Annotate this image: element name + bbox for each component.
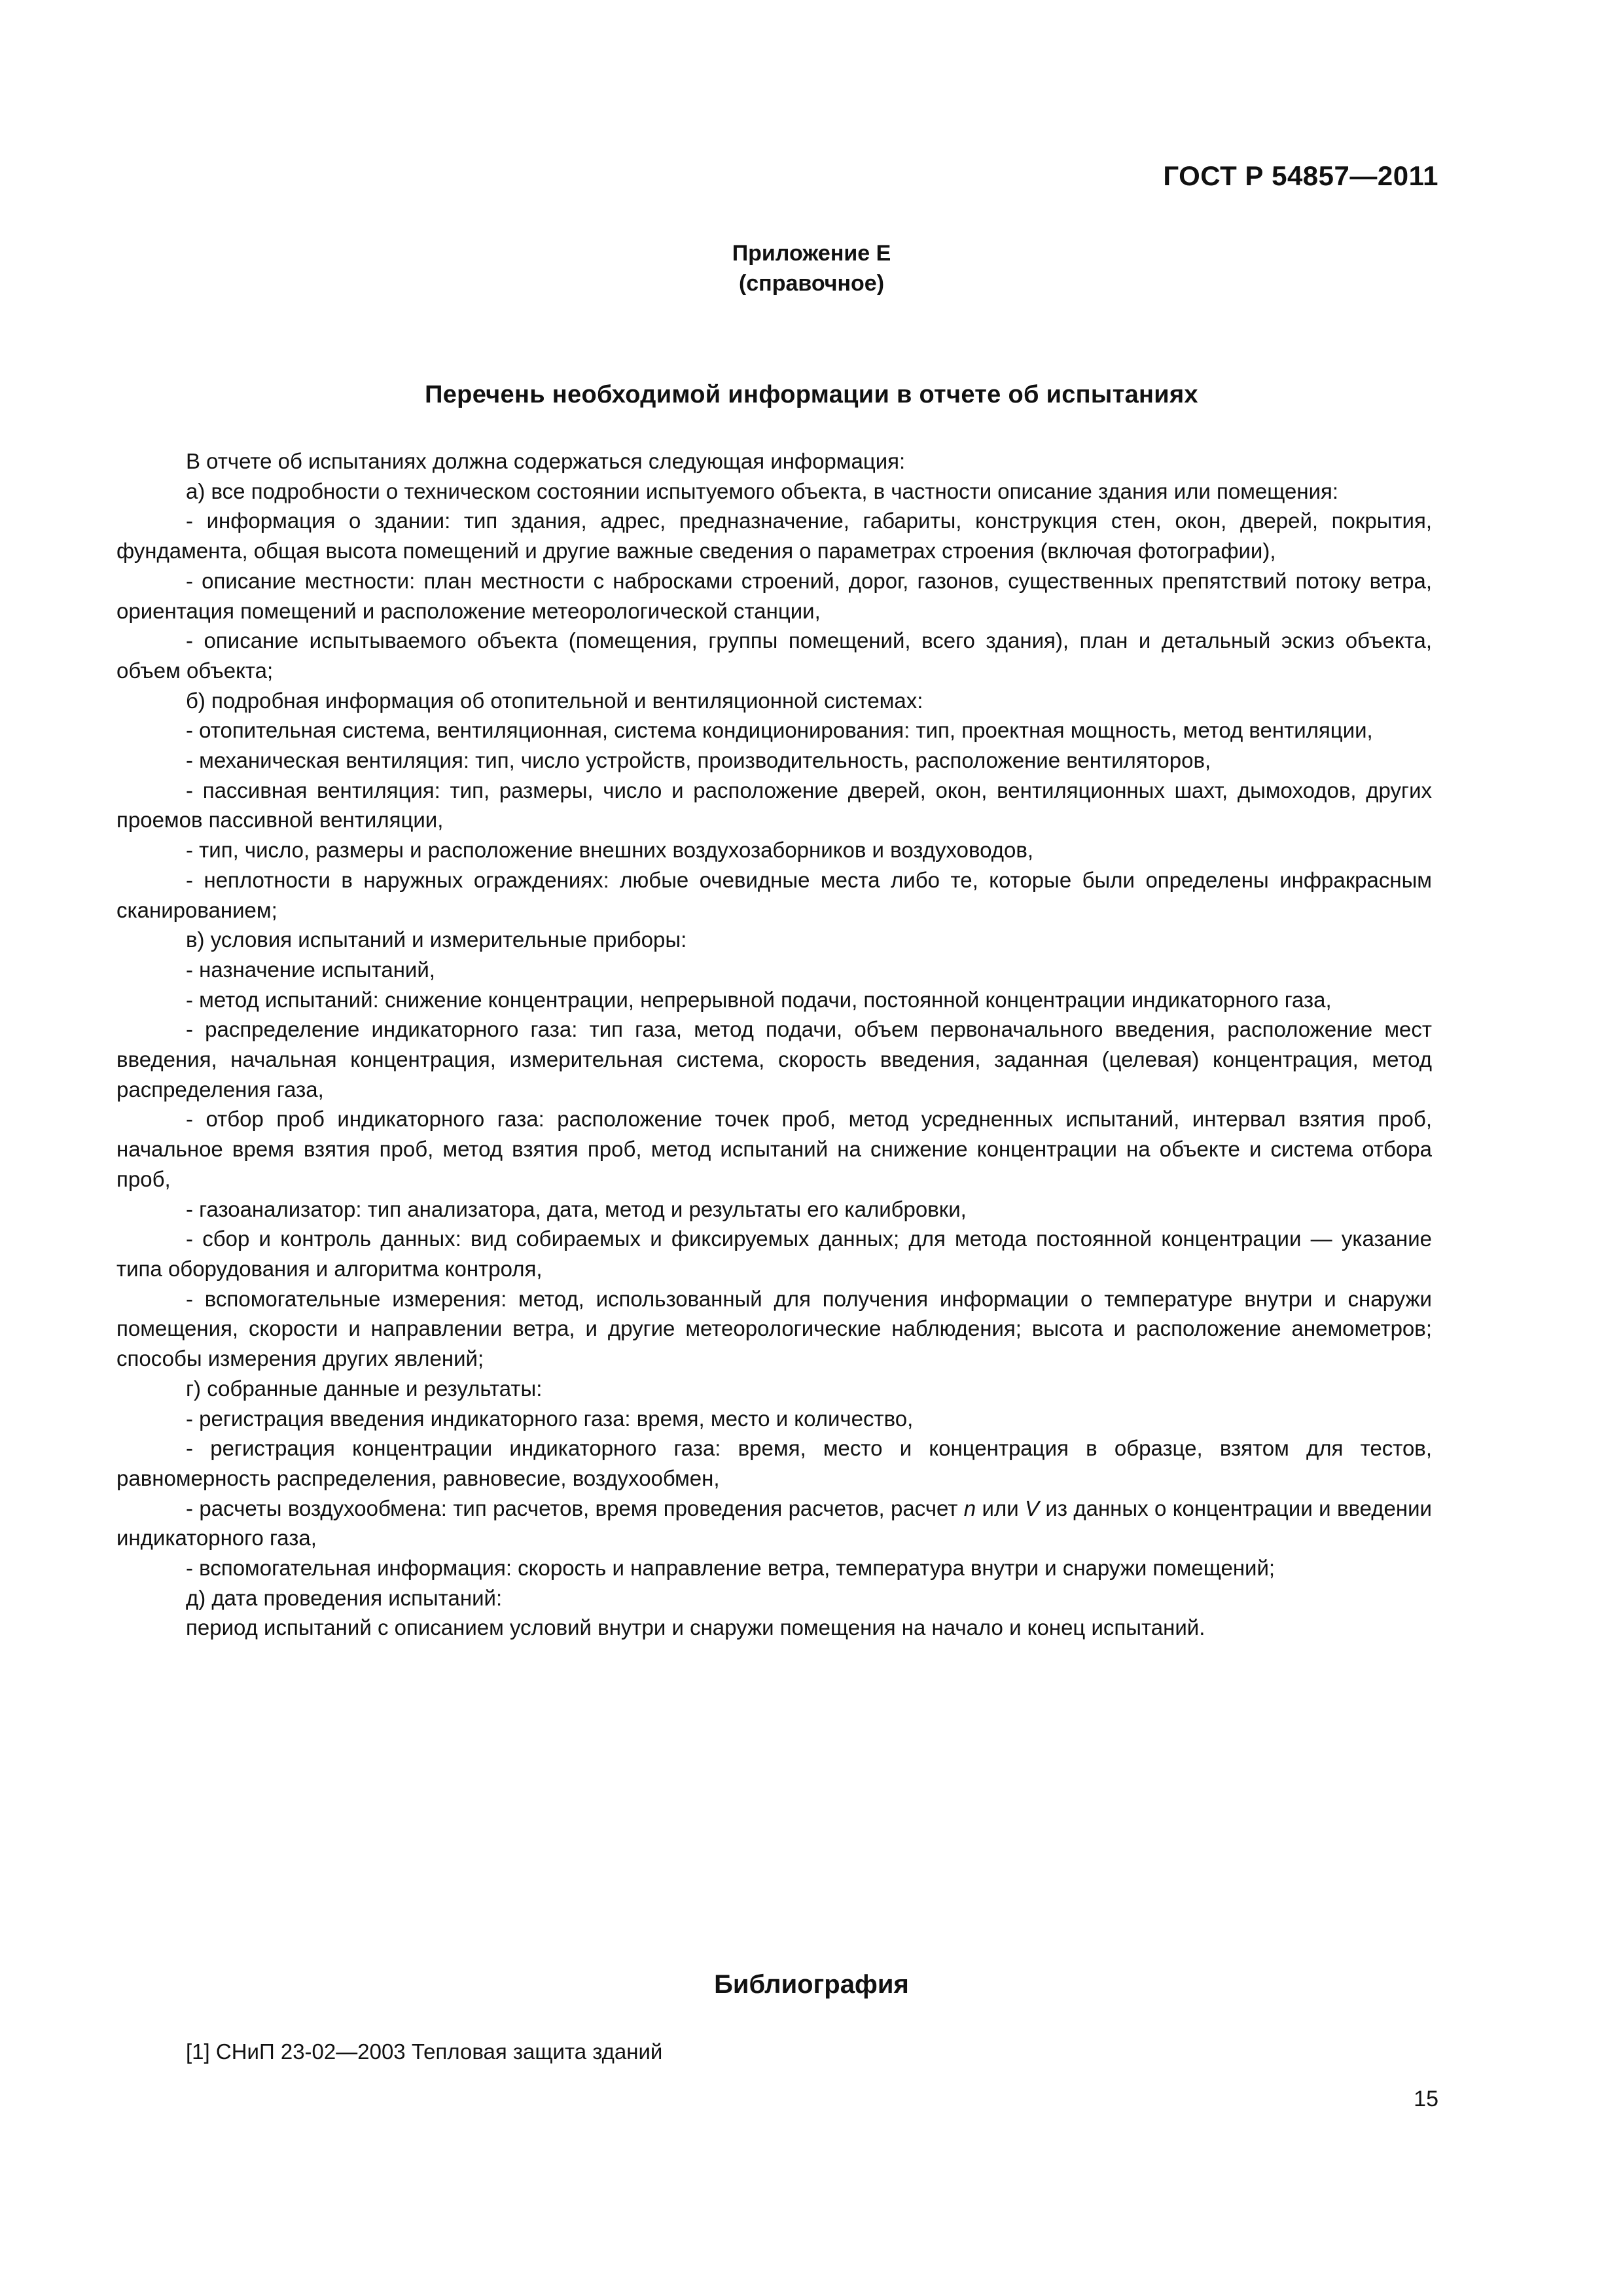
paragraph: - отбор проб индикаторного газа: расположение точек проб, метод усредненных испытаний, интервал взятия проб, начальное время взятия проб, метод взятия проб, метод испытаний на снижение концентрации на объекте и система отбора проб, xyxy=(116,1107,1432,1191)
calc-paragraph xyxy=(116,1494,1432,1553)
calc-text-after: из данных о концентрации и введении индикаторного газа, xyxy=(116,1496,1432,1551)
appendix-heading xyxy=(0,238,1623,298)
paragraph: в) условия испытаний и измерительные приборы: xyxy=(186,927,687,952)
paragraph: - тип, число, размеры и расположение внешних воздухозаборников и воздуховодов, xyxy=(186,838,1034,863)
calc-text-before: - расчеты воздухообмена: тип расчетов, время проведения расчетов, расчет xyxy=(186,1496,964,1520)
paragraph: - регистрация концентрации индикаторного газа: время, место и концентрация в образце, взятом для тестов, равномерность распределения, равновесие, воздухообмен, xyxy=(116,1436,1432,1490)
paragraph: - отопительная система, вентиляционная, система кондиционирования: тип, проектная мощность, метод вентиляции, xyxy=(186,718,1373,743)
paragraph: - описание местности: план местности с набросками строений, дорог, газонов, существенных препятствий потоку ветра, ориентация помещений и расположение метеорологической станции, xyxy=(116,568,1432,623)
section-title: Перечень необходимой информации в отчете об испытаниях xyxy=(425,381,1198,408)
paragraph: б) подробная информация об отопительной и вентиляционной системах: xyxy=(186,688,923,713)
variable-v: V xyxy=(1025,1496,1040,1520)
paragraph: а) все подробности о техническом состоянии испытуемого объекта, в частности описание здания или помещения: xyxy=(186,478,1339,503)
paragraph: - назначение испытаний, xyxy=(186,957,435,982)
paragraph: - описание испытываемого объекта (помещения, группы помещений, всего здания), план и детальный эскиз объекта, объем объекта; xyxy=(116,628,1432,683)
page-number: 15 xyxy=(1414,2087,1438,2111)
paragraph: - вспомогательные измерения: метод, использованный для получения информации о температуре внутри и снаружи помещения, скорости и направлении ветра, и другие метеорологические наблюдения; высота и расположение анемометров; способы измерения других явлений; xyxy=(116,1286,1432,1371)
paragraph: - механическая вентиляция: тип, число устройств, производительность, расположение вентиляторов, xyxy=(186,748,1211,773)
paragraph: д) дата проведения испытаний: xyxy=(186,1585,503,1610)
paragraph: - вспомогательная информация: скорость и направление ветра, температура внутри и снаружи помещений; xyxy=(186,1556,1275,1581)
paragraph: - информация о здании: тип здания, адрес, предназначение, габариты, конструкция стен, окон, дверей, покрытия, фундамента, общая высота помещений и другие важные сведения о параметрах строения (включая фотографии), xyxy=(116,509,1432,564)
paragraph: - сбор и контроль данных: вид собираемых и фиксируемых данных; для метода постоянной концентрации — указание типа оборудования и алгоритма контроля, xyxy=(116,1227,1432,1281)
standard-number: ГОСТ Р 54857—2011 xyxy=(1163,160,1438,191)
appendix-title: Приложение Е xyxy=(732,241,891,266)
paragraph: - неплотности в наружных ограждениях: любые очевидные места либо те, которые были определены инфракрасным сканированием; xyxy=(116,867,1432,922)
bibliography-list xyxy=(186,2037,662,2066)
paragraph: - газоанализатор: тип анализатора, дата, метод и результаты его калибровки, xyxy=(186,1196,967,1221)
appendix-kind: (справочное) xyxy=(738,271,885,296)
report-info-list xyxy=(116,446,1432,1643)
calc-text-mid: или xyxy=(976,1496,1026,1520)
paragraph: В отчете об испытаниях должна содержаться следующая информация: xyxy=(186,449,906,473)
bibliography-item: [1] СНиП 23-02—2003 Тепловая защита зданий xyxy=(186,2039,663,2064)
paragraph: период испытаний с описанием условий внутри и снаружи помещения на начало и конец испытаний. xyxy=(186,1615,1205,1640)
paragraph: - пассивная вентиляция: тип, размеры, число и расположение дверей, окон, вентиляционных шахт, дымоходов, других проемов пассивной вентиляции, xyxy=(116,778,1432,833)
variable-n: n xyxy=(963,1496,976,1520)
paragraph: - метод испытаний: снижение концентрации, непрерывной подачи, постоянной концентрации индикаторного газа, xyxy=(186,987,1332,1012)
paragraph: - регистрация введения индикаторного газа: время, место и количество, xyxy=(186,1406,914,1431)
bibliography-title: Библиография xyxy=(714,1970,909,1999)
paragraph: - распределение индикаторного газа: тип газа, метод подачи, объем первоначального введения, расположение мест введения, начальная концентрация, измерительная система, скорость введения, заданная (целевая) концентрация, метод распределения газа, xyxy=(116,1017,1432,1102)
paragraph: г) собранные данные и результаты: xyxy=(186,1376,543,1401)
